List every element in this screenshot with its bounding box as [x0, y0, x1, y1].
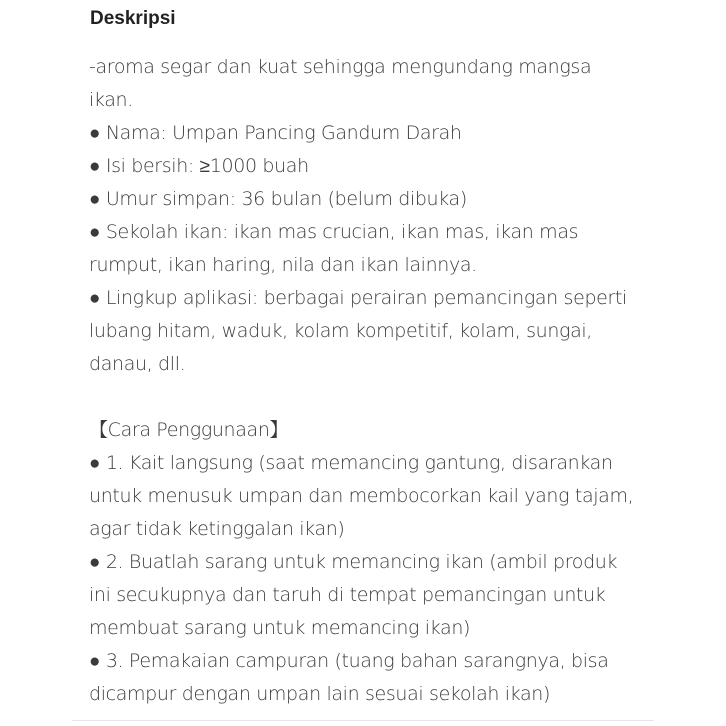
usage-step-2-line: ini secukupnya dan taruh di tempat pemancingan untuk — [89, 584, 606, 606]
blank-spacer — [89, 381, 649, 414]
spec-name-line: ● Nama: Umpan Pancing Gandum Darah — [89, 122, 462, 144]
description-line: -aroma segar dan kuat sehingga mengundang mangsa — [89, 56, 592, 78]
usage-step-3-line: dicampur dengan umpan lain sesuai sekolah ikan) — [89, 683, 551, 705]
usage-step-1-line: untuk menusuk umpan dan membocorkan kail yang tajam, — [89, 485, 634, 507]
spec-shelf-life-line: ● Umur simpan: 36 bulan (belum dibuka) — [89, 188, 467, 210]
description-line: ikan. — [89, 89, 133, 111]
usage-step-2-line: membuat sarang untuk memancing ikan) — [89, 617, 471, 639]
spec-target-fish-line: ● Sekolah ikan: ikan mas crucian, ikan mas, ikan mas — [89, 221, 579, 243]
usage-step-3-line: ● 3. Pemakaian campuran (tuang bahan sarangnya, bisa — [89, 650, 609, 672]
spec-application-line: danau, dll. — [89, 353, 186, 375]
spec-application-line: lubang hitam, waduk, kolam kompetitif, kolam, sungai, — [89, 320, 592, 342]
usage-step-2-line: ● 2. Buatlah sarang untuk memancing ikan (ambil produk — [89, 551, 618, 573]
spec-application-line: ● Lingkup aplikasi: berbagai perairan pemancingan seperti — [89, 287, 627, 309]
usage-heading: 【Cara Penggunaan】 — [89, 419, 289, 441]
description-heading: Deskripsi — [90, 8, 176, 29]
spec-target-fish-line: rumput, ikan haring, nila dan ikan lainnya. — [89, 254, 477, 276]
section-divider — [72, 720, 654, 721]
usage-step-1-line: agar tidak ketinggalan ikan) — [89, 518, 345, 540]
spec-net-content-line: ● Isi bersih: ≥1000 buah — [89, 155, 309, 177]
usage-step-1-line: ● 1. Kait langsung (saat memancing gantung, disarankan — [89, 452, 613, 474]
description-body — [89, 51, 649, 711]
